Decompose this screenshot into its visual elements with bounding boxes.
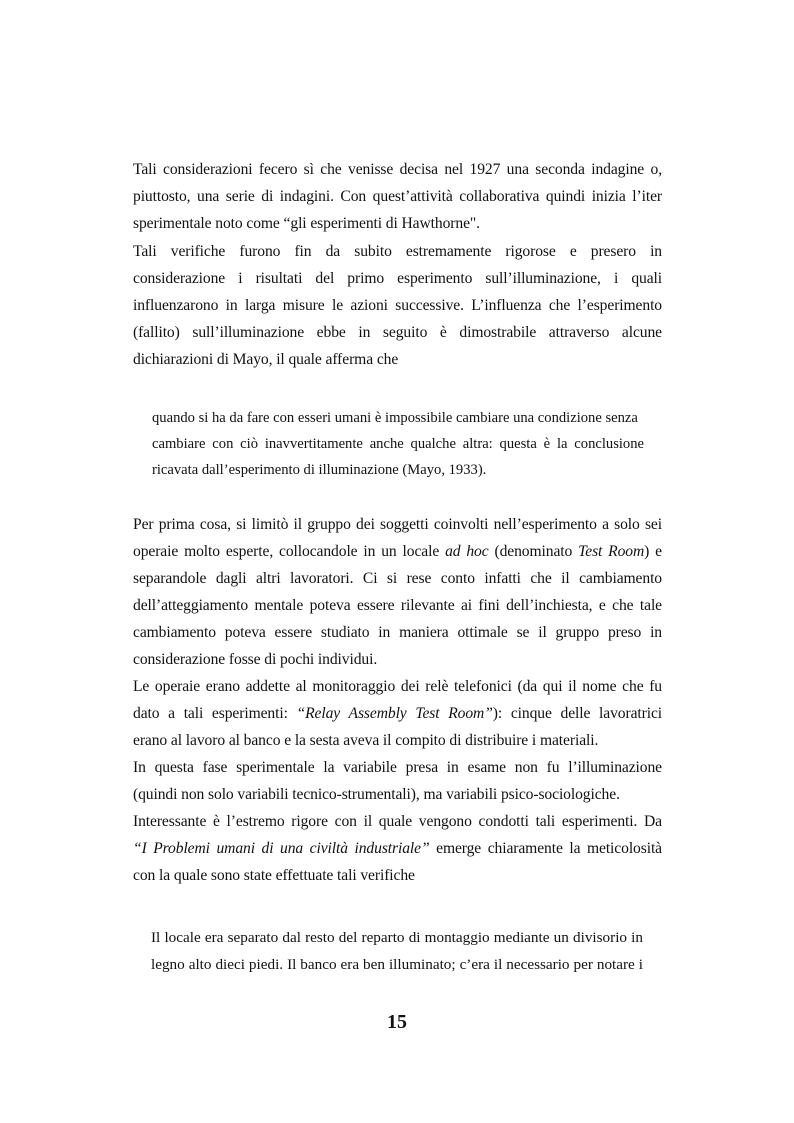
paragraph-intro [133, 156, 662, 237]
text-line: Tali verifiche furono fin da subito estremamente rigorose e presero in [133, 243, 662, 260]
quote-line: Il locale era separato dal resto del reparto di montaggio mediante un divisorio in [151, 929, 643, 946]
text-line: Interessante è l’estremo rigore con il quale vengono condotti tali esperimenti. Da [133, 813, 662, 830]
italic-book-title: “I Problemi umani di una civiltà industriale” [133, 840, 430, 857]
text-line: dell’atteggiamento mentale poteva essere rilevante ai fini dell’inchiesta, e che tale [133, 597, 662, 614]
text-line: con la quale sono state effettuate tali verifiche [133, 867, 415, 884]
paragraph-verifiche [133, 238, 662, 373]
italic-ad-hoc: ad hoc [445, 543, 489, 560]
italic-test-room: Test Room [578, 543, 645, 560]
text-line: sperimentale noto come “gli esperimenti di Hawthorne". [133, 215, 480, 232]
text-line: cambiamento poteva essere studiato in maniera ottimale se il gruppo preso in [133, 624, 662, 641]
text-line: erano al lavoro al banco e la sesta aveva il compito di distribuire i materiali. [133, 732, 599, 749]
text-line: considerazione i risultati del primo esperimento sull’illuminazione, i quali [133, 270, 662, 287]
text-line: Tali considerazioni fecero sì che venisse decisa nel 1927 una seconda indagine o, [133, 161, 662, 178]
text-line: (quindi non solo variabili tecnico-strumentali), ma variabili psico-sociologiche. [133, 786, 620, 803]
text-line: (fallito) sull’illuminazione ebbe in seguito è dimostrabile attraverso alcune [133, 324, 662, 341]
quote-line: cambiare con ciò inavvertitamente anche qualche altra: questa è la conclusione [152, 436, 644, 452]
text-line: piuttosto, una serie di indagini. Con quest’attività collaborativa quindi inizia l’iter [133, 188, 662, 205]
quote-line: quando si ha da fare con esseri umani è impossibile cambiare una condizione senza [152, 410, 638, 426]
quote-line: ricavata dall’esperimento di illuminazione (Mayo, 1933). [152, 462, 487, 478]
text-line: Per prima cosa, si limitò il gruppo dei soggetti coinvolti nell’esperimento a solo sei [133, 516, 662, 533]
text-line: operaie molto esperte, collocandole in un locale ad hoc (denominato Test Room) e [133, 543, 662, 560]
text-line: separandole dagli altri lavoratori. Ci si rese conto infatti che il cambiamento [133, 570, 662, 587]
text-line: “I Problemi umani di una civiltà industriale” emerge chiaramente la meticolosità [133, 840, 662, 857]
page-number: 15 [387, 1011, 407, 1033]
text-line: In questa fase sperimentale la variabile presa in esame non fu l’illuminazione [133, 759, 662, 776]
quote-line: legno alto dieci piedi. Il banco era ben illuminato; c’era il necessario per notare i [151, 955, 643, 973]
text-line: Le operaie erano addette al monitoraggio dei relè telefonici (da qui il nome che fu [133, 678, 662, 695]
block-quote-locale [151, 925, 643, 978]
block-quote-mayo [152, 405, 644, 483]
italic-relay-assembly: “Relay Assembly Test Room” [296, 705, 493, 722]
text-line: influenzarono in larga misure le azioni successive. L’influenza che l’esperimento [133, 297, 662, 314]
paragraph-test-room [133, 511, 662, 889]
text-line: dato a tali esperimenti: “Relay Assembly Test Room”): cinque delle lavoratrici [133, 705, 662, 722]
text-line: considerazione fosse di pochi individui. [133, 651, 378, 668]
text-line: dichiarazioni di Mayo, il quale afferma che [133, 351, 399, 368]
